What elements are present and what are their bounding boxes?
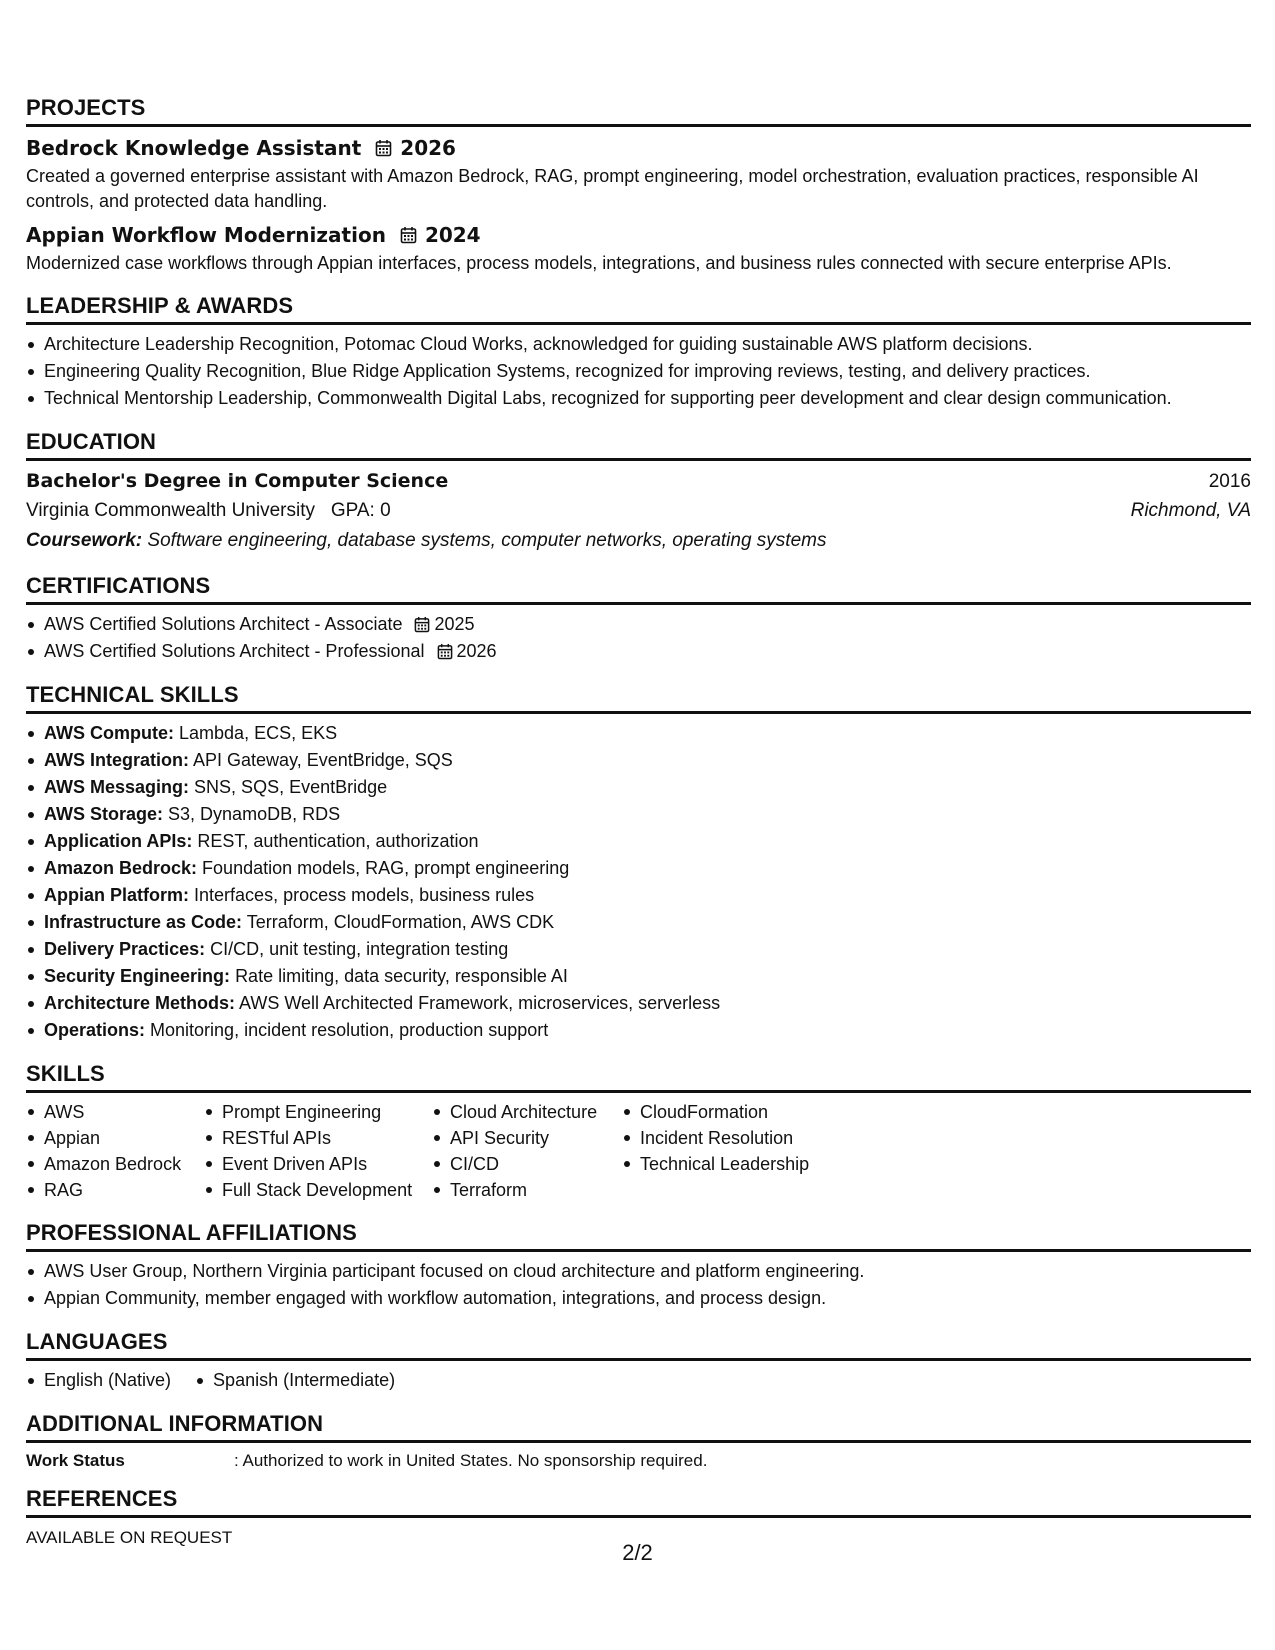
section-heading-projects: PROJECTS xyxy=(26,94,1251,127)
technical-skill-item xyxy=(26,936,1251,963)
technical-skill-item xyxy=(26,963,1251,990)
skills-grid xyxy=(26,1099,1251,1203)
project-year: 2026 xyxy=(400,136,456,160)
project-title: Appian Workflow Modernization xyxy=(26,223,386,247)
skill-value: Interfaces, process models, business rules xyxy=(194,885,535,905)
education-section xyxy=(26,428,1251,556)
skill-item: Prompt Engineering xyxy=(204,1099,432,1125)
work-status-row xyxy=(26,1449,1251,1473)
education-school: Virginia Commonwealth University xyxy=(26,500,315,521)
page-number: 2/2 xyxy=(622,1540,653,1565)
skills-column xyxy=(622,1099,842,1203)
certification-item xyxy=(26,611,1251,638)
education-school-line xyxy=(26,496,391,526)
list-item: AWS User Group, Northern Virginia participant focused on cloud architecture and platform engineering. xyxy=(26,1258,1251,1285)
calendar-icon xyxy=(437,643,453,660)
skill-item: Cloud Architecture xyxy=(432,1099,622,1125)
skill-item: Appian xyxy=(26,1125,204,1151)
education-degree: Bachelor's Degree in Computer Science xyxy=(26,470,449,492)
technical-skill-item xyxy=(26,909,1251,936)
skills-section xyxy=(26,1060,1251,1203)
certification-year: 2026 xyxy=(456,641,497,661)
leadership-section xyxy=(26,292,1251,412)
skill-item: Full Stack Development xyxy=(204,1177,432,1203)
skill-value: Foundation models, RAG, prompt engineering xyxy=(202,858,570,878)
language-item: Spanish (Intermediate) xyxy=(195,1367,395,1394)
coursework-text: Software engineering, database systems, computer networks, operating systems xyxy=(147,530,827,551)
work-status-value: : Authorized to work in United States. No sponsorship required. xyxy=(234,1451,708,1470)
resume-content xyxy=(26,94,1251,1566)
affiliations-list xyxy=(26,1258,1251,1312)
skills-column xyxy=(432,1099,622,1203)
certifications-section xyxy=(26,572,1251,665)
education-school-row xyxy=(26,496,1251,526)
language-item: English (Native) xyxy=(26,1367,171,1394)
languages-list xyxy=(26,1367,1251,1394)
education-coursework xyxy=(26,526,1251,556)
technical-skill-item xyxy=(26,855,1251,882)
skill-value: AWS Well Architected Framework, microservices, serverless xyxy=(239,993,721,1013)
skill-item: Terraform xyxy=(432,1177,622,1203)
technical-skill-item xyxy=(26,1017,1251,1044)
certification-year: 2025 xyxy=(434,614,475,634)
project-title-row xyxy=(26,222,1251,248)
skill-value: SNS, SQS, EventBridge xyxy=(194,777,388,797)
skill-item: RAG xyxy=(26,1177,204,1203)
certification-name: AWS Certified Solutions Architect - Associate xyxy=(44,614,403,634)
project-year: 2024 xyxy=(424,223,481,247)
section-heading-skills: SKILLS xyxy=(26,1060,1251,1093)
projects-section xyxy=(26,94,1251,276)
skill-label: AWS Integration: xyxy=(44,750,189,770)
certification-item xyxy=(26,638,1251,665)
leadership-list xyxy=(26,331,1251,412)
skill-label: Operations: xyxy=(44,1020,146,1040)
skill-label: AWS Compute: xyxy=(44,723,174,743)
skill-item: Incident Resolution xyxy=(622,1125,842,1151)
skill-label: Delivery Practices: xyxy=(44,939,206,959)
skill-label: Appian Platform: xyxy=(44,885,190,905)
project-description: Modernized case workflows through Appian interfaces, process models, integrations, and business rules connected with secure enterprise APIs. xyxy=(26,253,1172,273)
section-heading-certifications: CERTIFICATIONS xyxy=(26,572,1251,605)
skills-column xyxy=(26,1099,204,1203)
section-heading-education: EDUCATION xyxy=(26,428,1251,461)
skill-item: API Security xyxy=(432,1125,622,1151)
certifications-list xyxy=(26,611,1251,665)
technical-skill-item xyxy=(26,828,1251,855)
technical-skill-item xyxy=(26,801,1251,828)
skill-value: S3, DynamoDB, RDS xyxy=(168,804,341,824)
section-heading-affiliations: PROFESSIONAL AFFILIATIONS xyxy=(26,1219,1251,1252)
skill-label: Architecture Methods: xyxy=(44,993,236,1013)
skill-value: CI/CD, unit testing, integration testing xyxy=(210,939,509,959)
technical-skill-item xyxy=(26,747,1251,774)
coursework-label: Coursework: xyxy=(26,530,143,551)
skill-item: Amazon Bedrock xyxy=(26,1151,204,1177)
skill-label: Application APIs: xyxy=(44,831,193,851)
project-description: Created a governed enterprise assistant with Amazon Bedrock, RAG, prompt engineering, model orchestration, evaluation practices, responsible AI controls, and protected data handling. xyxy=(26,166,1199,211)
calendar-icon xyxy=(375,139,392,157)
certification-name: AWS Certified Solutions Architect - Professional xyxy=(44,641,425,661)
skill-label: AWS Messaging: xyxy=(44,777,190,797)
list-item: Appian Community, member engaged with workflow automation, integrations, and process design. xyxy=(26,1285,1251,1312)
project-item xyxy=(26,222,1251,276)
technical-skill-item xyxy=(26,990,1251,1017)
skill-value: Monitoring, incident resolution, production support xyxy=(150,1020,549,1040)
project-title-row xyxy=(26,135,1251,161)
calendar-icon xyxy=(414,616,430,633)
technical-skills-list xyxy=(26,720,1251,1044)
education-location: Richmond, VA xyxy=(1130,500,1251,521)
project-item xyxy=(26,135,1251,214)
section-heading-additional-info: ADDITIONAL INFORMATION xyxy=(26,1410,1251,1443)
languages-section xyxy=(26,1328,1251,1394)
skill-label: Security Engineering: xyxy=(44,966,231,986)
additional-info-section xyxy=(26,1410,1251,1473)
skill-item: RESTful APIs xyxy=(204,1125,432,1151)
skill-item: CloudFormation xyxy=(622,1099,842,1125)
skill-value: API Gateway, EventBridge, SQS xyxy=(193,750,453,770)
technical-skill-item xyxy=(26,720,1251,747)
skill-label: Infrastructure as Code: xyxy=(44,912,243,932)
list-item: Technical Mentorship Leadership, Commonwealth Digital Labs, recognized for supporting peer development and clear design communication. xyxy=(26,385,1251,412)
skill-item: Technical Leadership xyxy=(622,1151,842,1177)
skill-item: Event Driven APIs xyxy=(204,1151,432,1177)
skill-label: Amazon Bedrock: xyxy=(44,858,198,878)
education-gpa: GPA: 0 xyxy=(330,500,391,521)
section-heading-languages: LANGUAGES xyxy=(26,1328,1251,1361)
skill-item: CI/CD xyxy=(432,1151,622,1177)
calendar-icon xyxy=(400,226,417,244)
references-text: AVAILABLE ON REQUEST xyxy=(26,1528,233,1547)
work-status-label: Work Status xyxy=(26,1451,125,1470)
skill-value: Terraform, CloudFormation, AWS CDK xyxy=(246,912,555,932)
skill-value: REST, authentication, authorization xyxy=(197,831,479,851)
section-heading-technical-skills: TECHNICAL SKILLS xyxy=(26,681,1251,714)
skill-value: Lambda, ECS, EKS xyxy=(179,723,338,743)
project-title: Bedrock Knowledge Assistant xyxy=(26,136,362,160)
skill-item: AWS xyxy=(26,1099,204,1125)
skill-value: Rate limiting, data security, responsible AI xyxy=(235,966,568,986)
list-item: Architecture Leadership Recognition, Potomac Cloud Works, acknowledged for guiding sustainable AWS platform decisions. xyxy=(26,331,1251,358)
section-heading-leadership: LEADERSHIP & AWARDS xyxy=(26,292,1251,325)
technical-skills-section xyxy=(26,681,1251,1044)
technical-skill-item xyxy=(26,774,1251,801)
section-heading-references: REFERENCES xyxy=(26,1485,1251,1518)
technical-skill-item xyxy=(26,882,1251,909)
affiliations-section xyxy=(26,1219,1251,1312)
skill-label: AWS Storage: xyxy=(44,804,164,824)
education-degree-row xyxy=(26,467,1251,496)
skills-column xyxy=(204,1099,432,1203)
education-year: 2016 xyxy=(1208,471,1251,492)
list-item: Engineering Quality Recognition, Blue Ridge Application Systems, recognized for improving reviews, testing, and delivery practices. xyxy=(26,358,1251,385)
